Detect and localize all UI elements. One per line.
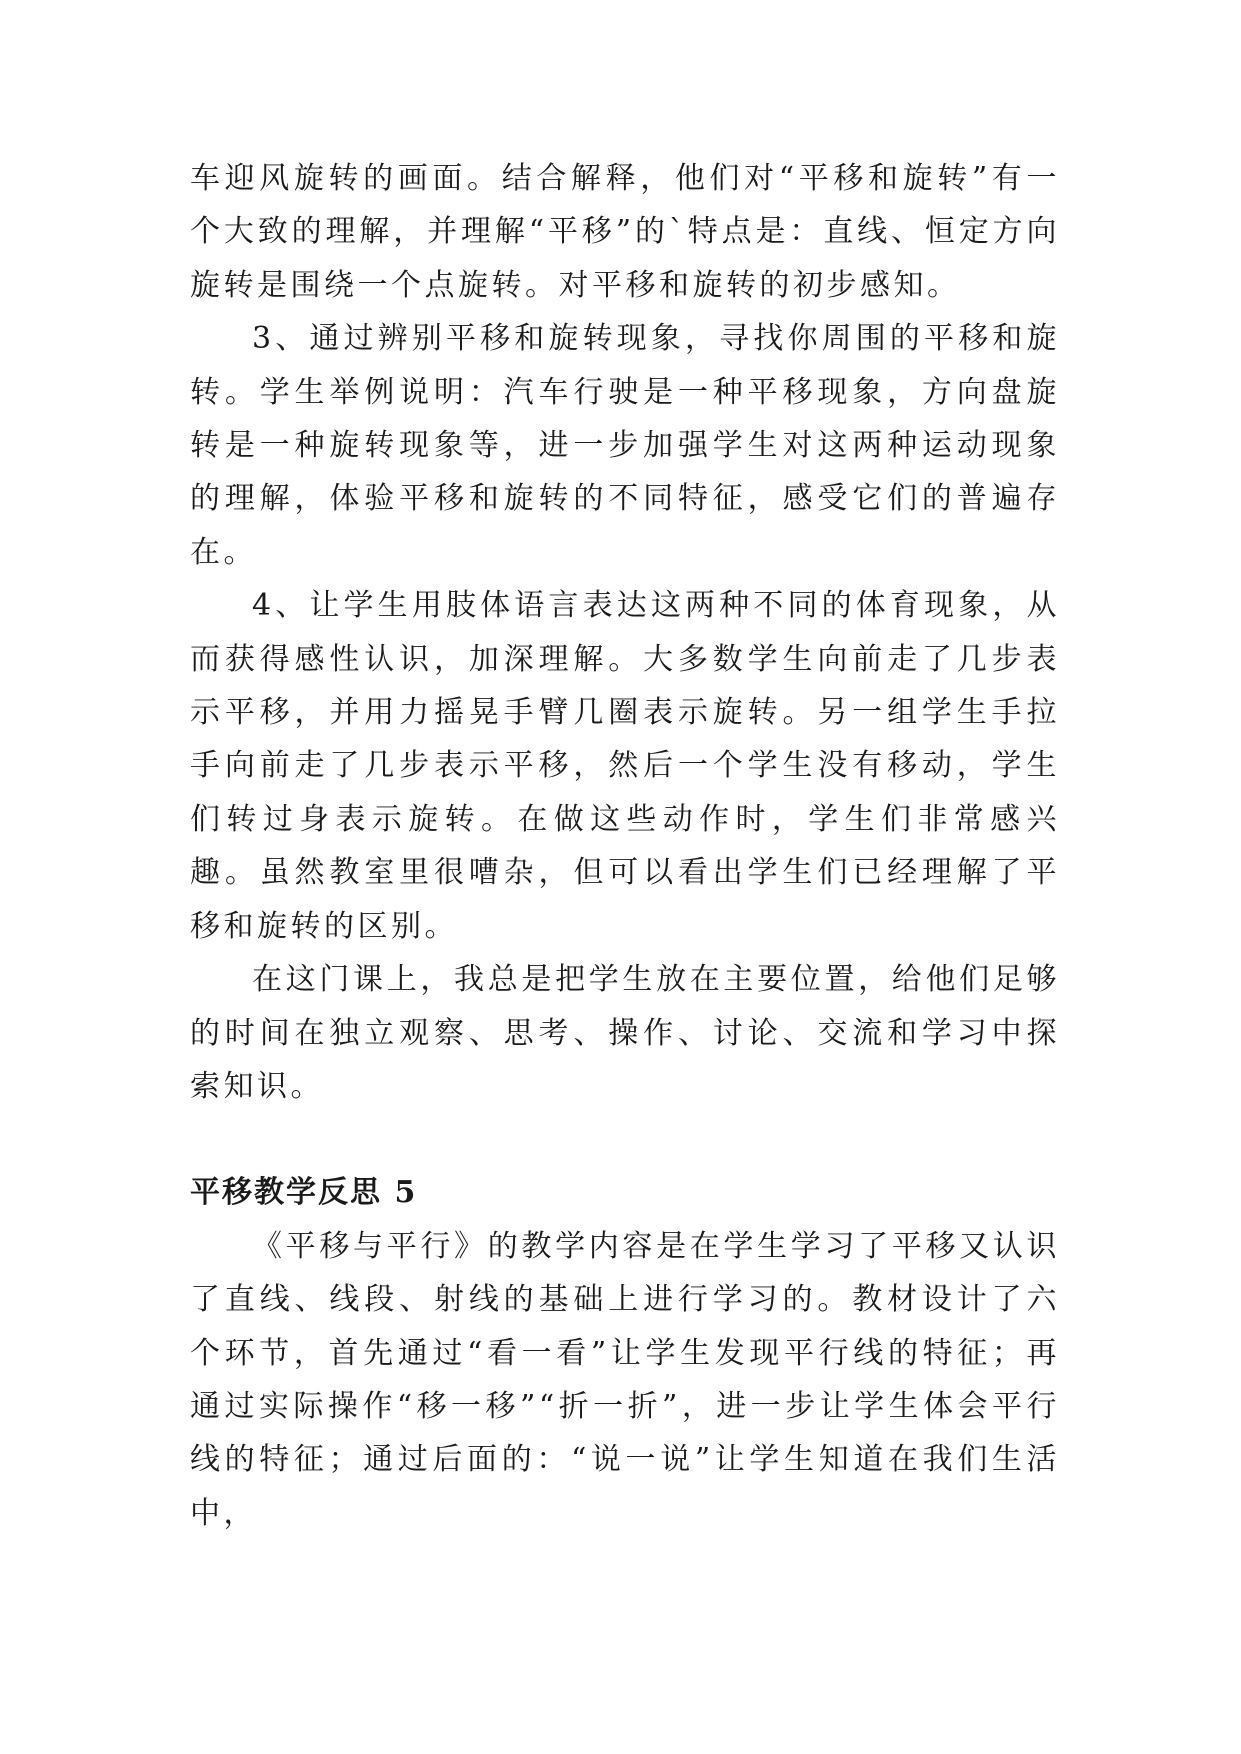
section-title: 平移教学反思 5 <box>190 1175 418 1211</box>
paragraph-section-intro: 《平移与平行》的教学内容是在学生学习了平移又认识了直线、线段、射线的基础上进行学习的。教材设计了六个环节，首先通过“看一看”让学生发现平行线的特征；再通过实际操作“移一移”“折一折”，进一步让学生体会平行线的特征；通过后面的：“说一说”让学生知道在我们生活中， <box>190 1228 1060 1531</box>
paragraph-summary: 在这门课上，我总是把学生放在主要位置，给他们足够的时间在独立观察、思考、操作、讨论、交流和学习中探索知识。 <box>190 962 1060 1104</box>
paragraph-step-3: 3、通过辨别平移和旋转现象，寻找你周围的平移和旋转。学生举例说明：汽车行驶是一种平移现象，方向盘旋转是一种旋转现象等，进一步加强学生对这两种运动现象的理解，体验平移和旋转的不同特征，感受它们的普遍存在。 <box>190 321 1060 570</box>
paragraph-step-4: 4、让学生用肢体语言表达这两种不同的体育现象，从而获得感性认识，加深理解。大多数学生向前走了几步表示平移，并用力摇晃手臂几圈表示旋转。另一组学生手拉手向前走了几步表示平移，然后一个学生没有移动，学生们转过身表示旋转。在做这些动作时，学生们非常感兴趣。虽然教室里很嘈杂，但可以看出学生们已经理解了平移和旋转的区别。 <box>190 588 1060 944</box>
document-body <box>190 152 1060 1540</box>
paragraph-continuation: 车迎风旋转的画面。结合解释，他们对“平移和旋转”有一个大致的理解，并理解“平移”的`特点是：直线、恒定方向旋转是围绕一个点旋转。对平移和旋转的初步感知。 <box>190 161 1060 303</box>
